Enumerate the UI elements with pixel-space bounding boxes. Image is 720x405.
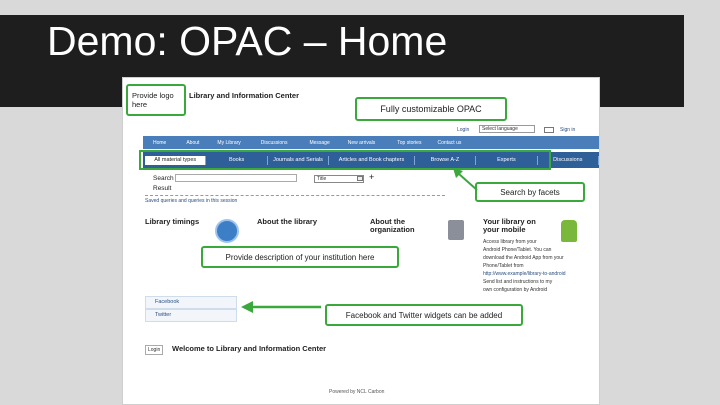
- widgets-callout: Facebook and Twitter widgets can be added: [325, 304, 523, 326]
- tab-books[interactable]: Books: [206, 156, 267, 165]
- about-library-heading: About the library: [257, 217, 318, 226]
- tab-all-material-types[interactable]: All material types: [145, 156, 206, 165]
- tab-articles-chapters[interactable]: Articles and Book chapters: [329, 156, 415, 165]
- facebook-widget[interactable]: [145, 296, 237, 309]
- top-nav-my-library[interactable]: My Library: [217, 139, 241, 146]
- top-nav-new-arrivals[interactable]: New arrivals: [347, 139, 376, 146]
- tab-browse-a-z[interactable]: Browse A-Z: [415, 156, 476, 165]
- tab-experts[interactable]: Experts: [476, 156, 537, 165]
- top-nav-discussions[interactable]: Discussions: [260, 139, 288, 146]
- search-input[interactable]: [175, 174, 297, 182]
- logo-callout: Provide logo here: [126, 84, 186, 116]
- facets-callout: Search by facets: [475, 182, 585, 202]
- sign-in-link[interactable]: Sign in: [560, 127, 576, 133]
- tabs-highlight-box: [139, 150, 551, 170]
- top-nav-home[interactable]: Home: [153, 139, 167, 146]
- site-title: Library and Information Center: [189, 91, 300, 100]
- facebook-label: Facebook: [155, 299, 180, 305]
- search-field-select[interactable]: Title: [314, 175, 364, 183]
- facets-arrow: [453, 168, 483, 198]
- opac-callout: Fully customizable OPAC: [355, 97, 507, 121]
- search-divider: [145, 195, 445, 196]
- twitter-widget[interactable]: [145, 309, 237, 322]
- top-nav-about[interactable]: About: [186, 139, 200, 146]
- mobile-device-icon: [448, 220, 464, 240]
- twitter-label: Twitter: [155, 312, 172, 318]
- search-label: Search: [153, 175, 174, 182]
- top-nav-message[interactable]: Message: [309, 139, 330, 146]
- mobile-heading: Your library on your mobile: [483, 217, 536, 234]
- search-field-arrow[interactable]: [357, 176, 363, 181]
- clock-icon: [215, 219, 239, 243]
- language-select[interactable]: Select language: [479, 125, 535, 133]
- powered-by: Powered by NCL Carbon: [329, 389, 385, 395]
- opac-screenshot: [122, 77, 600, 405]
- saved-queries-link[interactable]: Saved queries and queries in this session: [145, 198, 238, 204]
- slide-title: Demo: OPAC – Home: [47, 18, 448, 64]
- widgets-arrow: [241, 300, 323, 314]
- top-nav-contact-us[interactable]: Contact us: [437, 139, 462, 146]
- tab-journals-serials[interactable]: Journals and Serials: [268, 156, 329, 165]
- library-timings-heading: Library timings: [145, 217, 200, 226]
- description-callout: Provide description of your institution here: [201, 246, 399, 268]
- welcome-heading: Welcome to Library and Information Center: [172, 344, 327, 353]
- top-nav-top-stories[interactable]: Top stories: [397, 139, 422, 146]
- welcome-login-button[interactable]: Login: [145, 345, 163, 355]
- mobile-description: Access library from your Android Phone/Tablet. You can download the Android App from your Phone/Tablet from http://www.example/library-to-android Send list and instructions to my own configuration by Android: [483, 239, 566, 293]
- about-organization-heading: About the organization: [370, 217, 415, 234]
- login-link[interactable]: Login: [457, 127, 470, 133]
- language-select-arrow[interactable]: [544, 127, 554, 133]
- result-label: Result: [153, 185, 172, 192]
- tab-discussions[interactable]: Discussions: [538, 156, 599, 165]
- top-nav: [143, 136, 599, 149]
- add-search-row-button[interactable]: +: [369, 172, 375, 182]
